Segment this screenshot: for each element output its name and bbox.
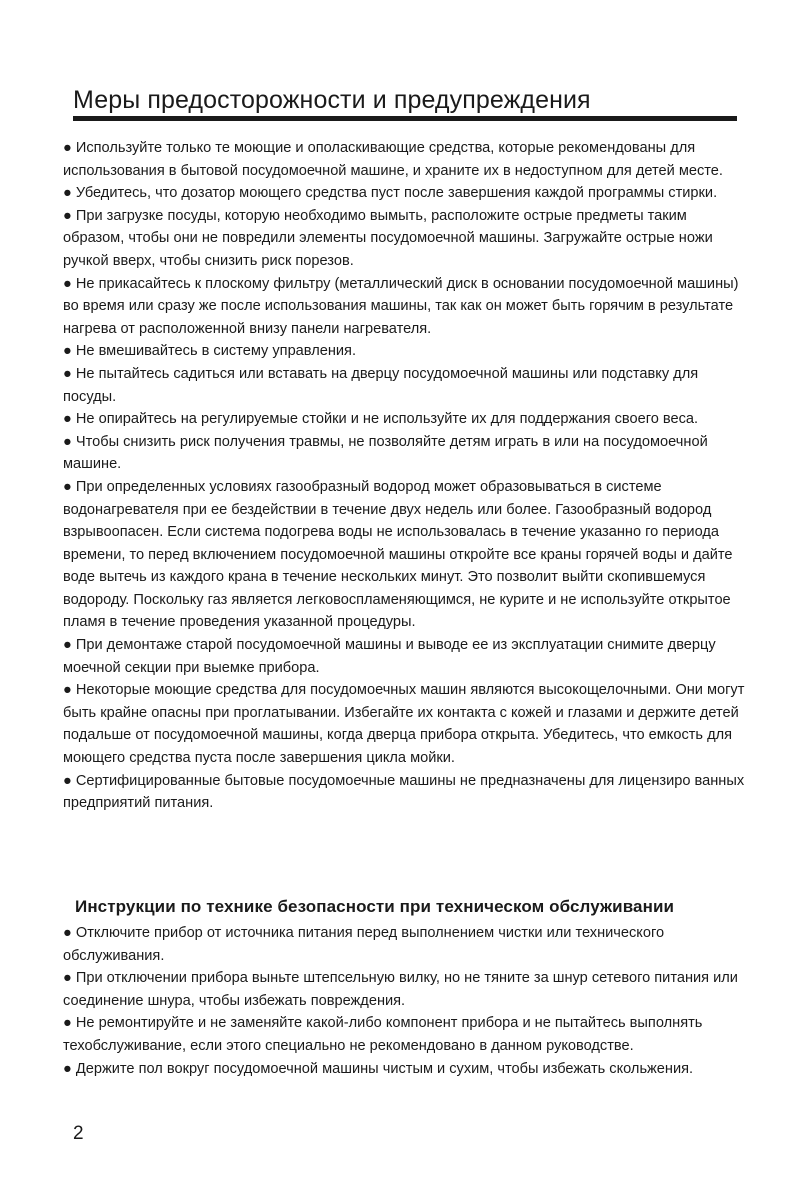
- precaution-item: ● При демонтаже старой посудомоечной машины и выводе ее из эксплуатации снимите дверцу моечной секции при выемке прибора.: [63, 637, 716, 676]
- maintenance-heading: Инструкции по технике безопасности при техническом обслуживании: [75, 897, 675, 916]
- maintenance-item: ● При отключении прибора выньте штепсельную вилку, но не тяните за шнур сетевого питания или соединение шнура, чтобы избежать повреждения.: [63, 970, 738, 1009]
- page-number: 2: [73, 1123, 84, 1144]
- precaution-item: ● Не опирайтесь на регулируемые стойки и не используйте их для поддержания своего веса.: [63, 411, 699, 428]
- precaution-item: ● Чтобы снизить риск получения травмы, не позволяйте детям играть в или на посудомоечной машине.: [63, 433, 708, 473]
- precaution-item: ● Не прикасайтесь к плоскому фильтру (металлический диск в основании посудомоечной машины) во время или сразу же после использования машины, так как он может быть горячим в результате нагрева от расположенной внизу панели нагревателя.: [63, 275, 739, 337]
- precaution-item: ● Не вмешивайтесь в систему управления.: [63, 343, 357, 360]
- page-title: Меры предосторожности и предупреждения: [73, 86, 591, 114]
- maintenance-item: ● Не ремонтируйте и не заменяйте какой-либо компонент прибора и не пытайтесь выполнять техобслуживание, если этого специально не рекомендовано в данном руководстве.: [63, 1015, 703, 1054]
- precaution-item: ● Сертифицированные бытовые посудомоечные машины не предназначены для лицензиро ванных предприятий питания.: [63, 772, 745, 812]
- precaution-item: ● При загрузке посуды, которую необходимо вымыть, расположите острые предметы таким образом, чтобы они не повредили элементы посудомоечной машины. Загружайте острые ножи ручкой вверх, чтобы снизить риск порезов.: [63, 207, 713, 269]
- precautions-list: [63, 137, 745, 815]
- maintenance-list: [63, 922, 745, 1080]
- precaution-item: ● При определенных условиях газообразный водород может образовываться в системе водонагревателя при ее бездействии в течение двух недель или более. Газообразный водород взрывоопасен. Если система подогрева воды не использовалась в течение указанно го периода времени, то перед включением посудомоечной машины откройте все краны горячей воды и дайте воде вытечь из каждого крана в течение нескольких минут. Это позволит выйти скопившемуся водороду. Поскольку газ является легковоспламеняющимся, не курите и не используйте открытое пламя в течение проведения указанной процедуры.: [63, 478, 733, 631]
- precaution-item: ● Некоторые моющие средства для посудомоечных машин являются высокощелочными. Они могут быть крайне опасны при проглатывании. Избегайте их контакта с кожей и глазами и держите детей подальше от посудомоечной машины, когда дверца прибора открыта. Убедитесь, что емкость для моющего средства пуста после завершения цикла мойки.: [63, 682, 745, 767]
- precaution-item: ● Не пытайтесь садиться или вставать на дверцу посудомоечной машины или подставку для посуды.: [63, 365, 699, 405]
- title-divider: [73, 116, 737, 121]
- precaution-item: ● Используйте только те моющие и ополаскивающие средства, которые рекомендованы для использования в бытовой посудомоечной машине, и храните их в недоступном для детей месте.: [63, 140, 723, 179]
- maintenance-item: ● Отключите прибор от источника питания перед выполнением чистки или технического обслуживания.: [63, 925, 665, 964]
- precaution-item: ● Убедитесь, что дозатор моющего средства пуст после завершения каждой программы стирки.: [63, 185, 718, 202]
- maintenance-item: ● Держите пол вокруг посудомоечной машины чистым и сухим, чтобы избежать скольжения.: [63, 1060, 694, 1077]
